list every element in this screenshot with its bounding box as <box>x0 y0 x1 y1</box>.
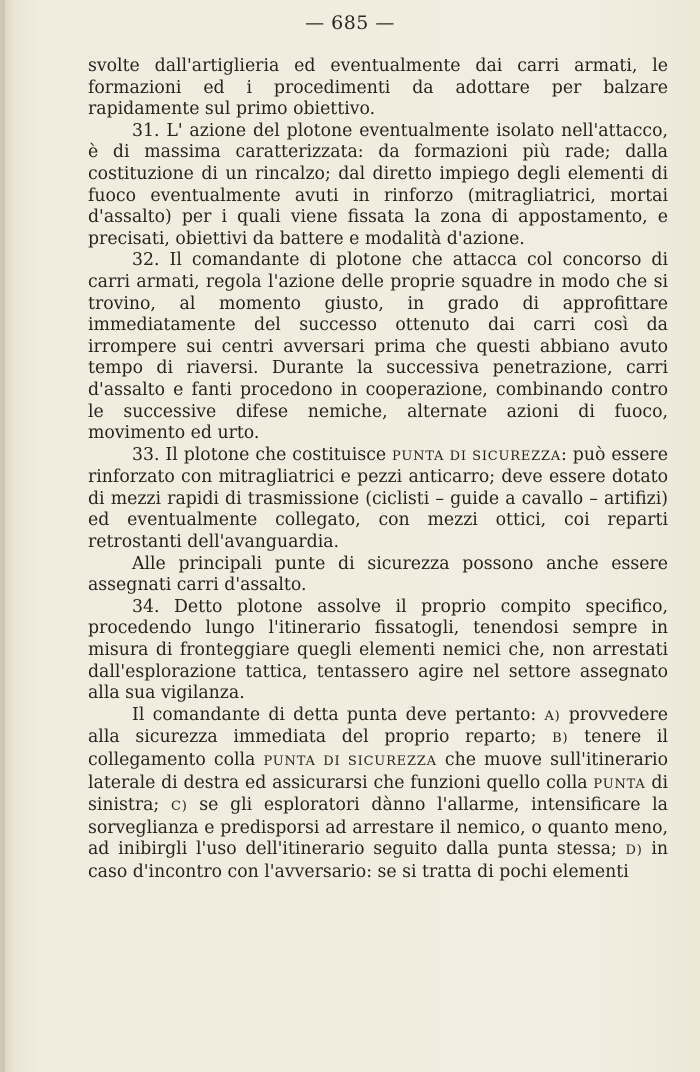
paragraph-33-note: Alle principali punte di sicurezza possono anche essere assegnati carri d'assalto. <box>88 553 668 596</box>
duties-text-g: in caso d'incontro con l'avversario: se si tratta di pochi elementi <box>88 839 668 882</box>
small-caps-term: PUNTA <box>593 776 646 792</box>
list-label-a: A) <box>544 708 561 724</box>
page-number: — 685 — <box>305 12 395 34</box>
duties-text-b: provvedere alla sicurezza immediata del proprio reparto; <box>88 704 668 748</box>
duties-text-f: se gli esploratori dànno l'allarme, intensificare la sorveglianza e predisporsi ad arrestare il nemico, o quanto meno, ad inibirgli l'uso dell'itinerario seguito dalla punta stessa; <box>88 795 668 860</box>
paragraph-34: 34. Detto plotone assolve il proprio compito specifico, procedendo lungo l'itinerario fissatogli, tenendosi sempre in misura di fronteggiare quegli elementi nemici che, non arrestati dall'esplorazione tattica, tentassero agire nel settore assegnato alla sua vigilanza. <box>88 596 668 704</box>
page-binding-edge <box>0 0 5 1072</box>
paragraph-33-text-a: 33. Il plotone che costituisce <box>132 444 387 465</box>
list-label-c: C) <box>170 799 188 815</box>
paragraph-continuation: svolte dall'artiglieria ed eventualmente dai carri armati, le formazioni ed i procedimenti da adottare per balzare rapidamente sul primo obiettivo. <box>88 56 668 120</box>
paragraph-33 <box>88 445 668 554</box>
body-text <box>88 56 668 884</box>
duties-text-e: di sinistra; <box>88 772 669 816</box>
paragraph-33-text-b: : può essere rinforzato con mitragliatrici e pezzi anticarro; deve essere dotato di mezzi rapidi di trasmissione (ciclisti – guide a cavallo – artifizi) ed eventualmente collegato, con mezzi ottici, coi reparti retrostanti dell'avanguardia. <box>88 444 668 553</box>
paragraph-31: 31. L' azione del plotone eventualmente isolato nell'attacco, è di massima caratterizzata: da formazioni più rade; dalla costituzione di un rincalzo; dal diretto impiego degli elementi di fuoco eventualmente avuti in rinforzo (mitragliatrici, mortai d'assalto) per i quali viene fissata la zona di appostamento, e precisati, obiettivi da battere e modalità d'azione. <box>88 120 668 249</box>
duties-text-a: Il comandante di detta punta deve pertanto: <box>132 704 537 725</box>
small-caps-term: PUNTA DI SICUREZZA <box>263 754 437 769</box>
paragraph-32: 32. Il comandante di plotone che attacca col concorso di carri armati, regola l'azione delle proprie squadre in modo che si trovino, al momento giusto, in grado di approfittare immediatamente del successo ottenuto dai carri così da irrompere sui centri avversari prima che questi abbiano avuto tempo di riaversi. Durante la successiva penetrazione, carri d'assalto e fanti procedono in cooperazione, combinando contro le successive difese nemiche, alternate azioni di fuoco, movimento ed urto. <box>88 250 668 444</box>
paragraph-34-duties <box>88 705 668 884</box>
small-caps-term: PUNTA DI SICUREZZA <box>392 448 562 464</box>
duties-text-d: che muove sull'itinerario laterale di destra ed assicurarsi che funzioni quello colla <box>88 750 668 793</box>
duties-text-c: tenere il collegamento colla <box>88 727 668 770</box>
list-label-d: D) <box>625 843 643 859</box>
list-label-b: B) <box>552 731 569 747</box>
